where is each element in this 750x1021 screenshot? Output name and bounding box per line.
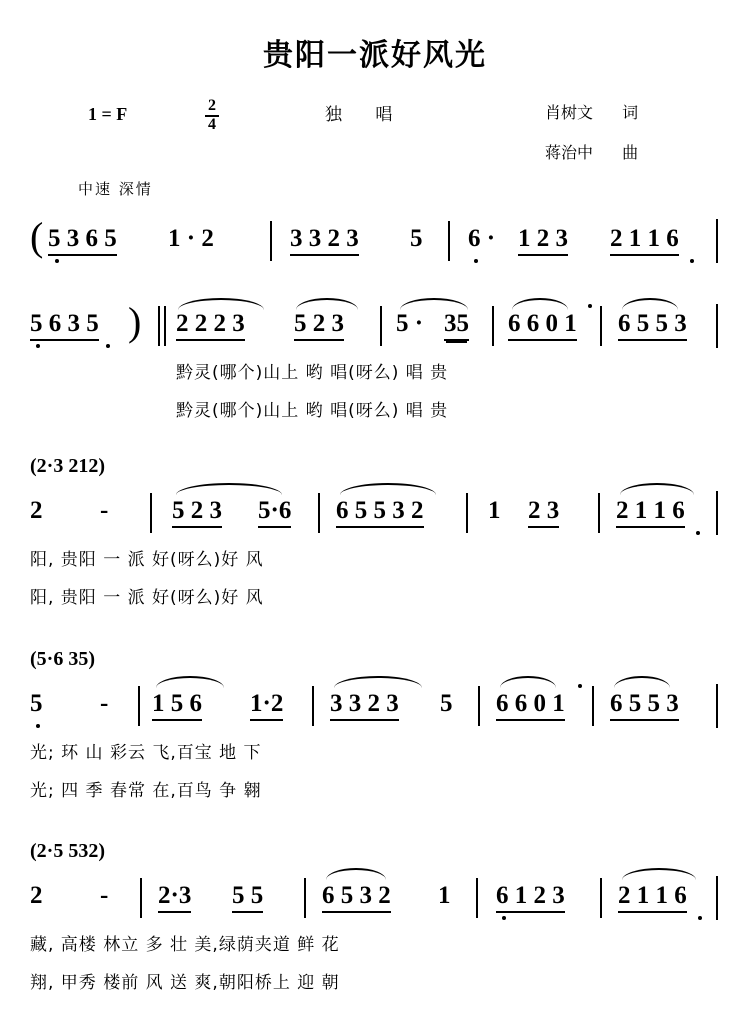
slur [622, 298, 678, 310]
lyric-line: 光; 环 山 彩云 飞,百宝 地 下 [30, 743, 262, 763]
note-group: 1 [438, 882, 451, 909]
note-group: 6 1 2 3 [496, 882, 565, 913]
key-signature: 1 = F [88, 104, 128, 124]
system-5-lyrics-1 [0, 930, 750, 960]
system-2-lyrics-2 [0, 396, 750, 426]
system-5 [0, 840, 750, 998]
meter-numerator: 2 [205, 98, 219, 117]
note-group: - [100, 882, 109, 909]
barline [716, 304, 718, 348]
note-group: 2 1 1 6 [610, 225, 679, 256]
page-title: 贵阳一派好风光 [263, 38, 487, 73]
note-group: 5 [440, 690, 453, 717]
left-repeat-bracket: ( [30, 214, 44, 259]
note-group: 35 [444, 310, 469, 341]
slur [296, 298, 358, 310]
octave-dot-low [106, 344, 110, 348]
system-1-notes [0, 215, 750, 267]
barline [158, 306, 160, 346]
barline [598, 493, 600, 533]
lyricist-role: 词 [622, 103, 639, 122]
slur [622, 868, 696, 880]
system-4-pickup: (5·6 35) [30, 648, 95, 670]
slur [176, 483, 282, 495]
lyric-line: 黔灵(哪个)山上 哟 唱(呀么) 唱 贵 [176, 401, 449, 421]
barline [478, 686, 480, 726]
slur [340, 483, 436, 495]
slur [620, 483, 694, 495]
system-3 [0, 455, 750, 613]
system-4-lyrics-1 [0, 738, 750, 768]
slur [326, 868, 386, 880]
note-group: 5 5 [232, 882, 263, 913]
barline [164, 306, 166, 346]
barline [716, 684, 718, 728]
slur [400, 298, 468, 310]
system-5-notes [0, 872, 750, 924]
system-5-pickup: (2·5 532) [30, 840, 105, 862]
barline [466, 493, 468, 533]
note-group: 3 3 2 3 [330, 690, 399, 721]
note-group: 2 3 [528, 497, 559, 528]
note-group: 5 [410, 225, 423, 252]
lyricist-name: 肖树文 [545, 103, 594, 122]
composer-credit [545, 140, 638, 163]
system-4-lyrics-2 [0, 776, 750, 806]
lyric-line: 阳, 贵阳 一 派 好(呀么)好 风 [30, 550, 264, 570]
barline [600, 306, 602, 346]
slur [614, 676, 670, 688]
composer-name: 蒋治中 [545, 143, 594, 162]
time-signature [205, 98, 219, 134]
composer-role: 曲 [622, 143, 639, 162]
note-group: 6 5 5 3 [610, 690, 679, 721]
note-group: 6 6 0 1 [508, 310, 577, 341]
note-group: 6 6 0 1 [496, 690, 565, 721]
octave-dot-low [698, 916, 702, 920]
note-group: 1 2 3 [518, 225, 568, 256]
system-4-notes [0, 680, 750, 732]
octave-dot-high [578, 684, 582, 688]
barline [150, 493, 152, 533]
note-group: 2 [30, 882, 43, 909]
barline [138, 686, 140, 726]
barline [592, 686, 594, 726]
note-group: 5 2 3 [172, 497, 222, 528]
lyric-line: 光; 四 季 春常 在,百鸟 争 翱 [30, 781, 262, 801]
right-repeat-bracket: ) [128, 299, 142, 344]
barline [716, 219, 718, 263]
note-group: 1·2 [250, 690, 283, 721]
barline [448, 221, 450, 261]
note-group: 6 · [468, 225, 496, 252]
note-group: - [100, 497, 109, 524]
octave-dot-low [55, 259, 59, 263]
octave-dot-low [696, 531, 700, 535]
slur [334, 676, 422, 688]
note-group: 6 5 5 3 2 [336, 497, 424, 528]
note-group: 6 5 3 2 [322, 882, 391, 913]
octave-dot-low [474, 259, 478, 263]
note-group: 5·6 [258, 497, 291, 528]
system-3-lyrics-1 [0, 545, 750, 575]
barline [492, 306, 494, 346]
octave-dot-low [690, 259, 694, 263]
octave-dot-low [36, 724, 40, 728]
octave-dot-low [502, 916, 506, 920]
barline [476, 878, 478, 918]
octave-dot-high [588, 304, 592, 308]
barline [318, 493, 320, 533]
lyric-line: 藏, 高楼 林立 多 壮 美,绿荫夹道 鲜 花 [30, 935, 340, 955]
system-5-lyrics-2 [0, 968, 750, 998]
lyric-line: 翔, 甲秀 楼前 风 送 爽,朝阳桥上 迎 朝 [30, 973, 340, 993]
slur [512, 298, 568, 310]
slur [500, 676, 556, 688]
barline [270, 221, 272, 261]
system-2-notes [0, 300, 750, 352]
barline [600, 878, 602, 918]
barline [380, 306, 382, 346]
system-3-pickup: (2·3 212) [30, 455, 105, 477]
note-group: 5 [30, 690, 43, 717]
lyricist-credit [545, 100, 638, 123]
note-group: 2·3 [158, 882, 191, 913]
barline [716, 876, 718, 920]
lyric-line: 黔灵(哪个)山上 哟 唱(呀么) 唱 贵 [176, 363, 449, 383]
note-group: 1 [488, 497, 501, 524]
barline [716, 491, 718, 535]
note-group: 2 1 1 6 [618, 882, 687, 913]
note-group: 2 [30, 497, 43, 524]
barline [140, 878, 142, 918]
note-group: 3 3 2 3 [290, 225, 359, 256]
note-group: 2 1 1 6 [616, 497, 685, 528]
system-1 [0, 215, 750, 267]
note-group: 5 3 6 5 [48, 225, 117, 256]
note-group: 2 2 2 3 [176, 310, 245, 341]
system-2-lyrics-1 [0, 358, 750, 388]
note-group: 5 2 3 [294, 310, 344, 341]
note-group: 1 · 2 [168, 225, 214, 252]
note-group: 1 5 6 [152, 690, 202, 721]
note-group: 5 · [396, 310, 424, 337]
system-4 [0, 648, 750, 806]
slur [178, 298, 264, 310]
system-2 [0, 300, 750, 426]
note-group: 5 6 3 5 [30, 310, 99, 341]
meter-denominator: 4 [208, 115, 216, 133]
system-3-lyrics-2 [0, 583, 750, 613]
barline [304, 878, 306, 918]
note-group: 6 5 5 3 [618, 310, 687, 341]
tempo-marking: 中速 深情 [78, 180, 153, 198]
barline [312, 686, 314, 726]
slur [156, 676, 224, 688]
system-3-notes [0, 487, 750, 539]
lyric-line: 阳, 贵阳 一 派 好(呀么)好 风 [30, 588, 264, 608]
octave-dot-low [36, 344, 40, 348]
performance-style: 独 唱 [325, 105, 407, 125]
note-group: - [100, 690, 109, 717]
